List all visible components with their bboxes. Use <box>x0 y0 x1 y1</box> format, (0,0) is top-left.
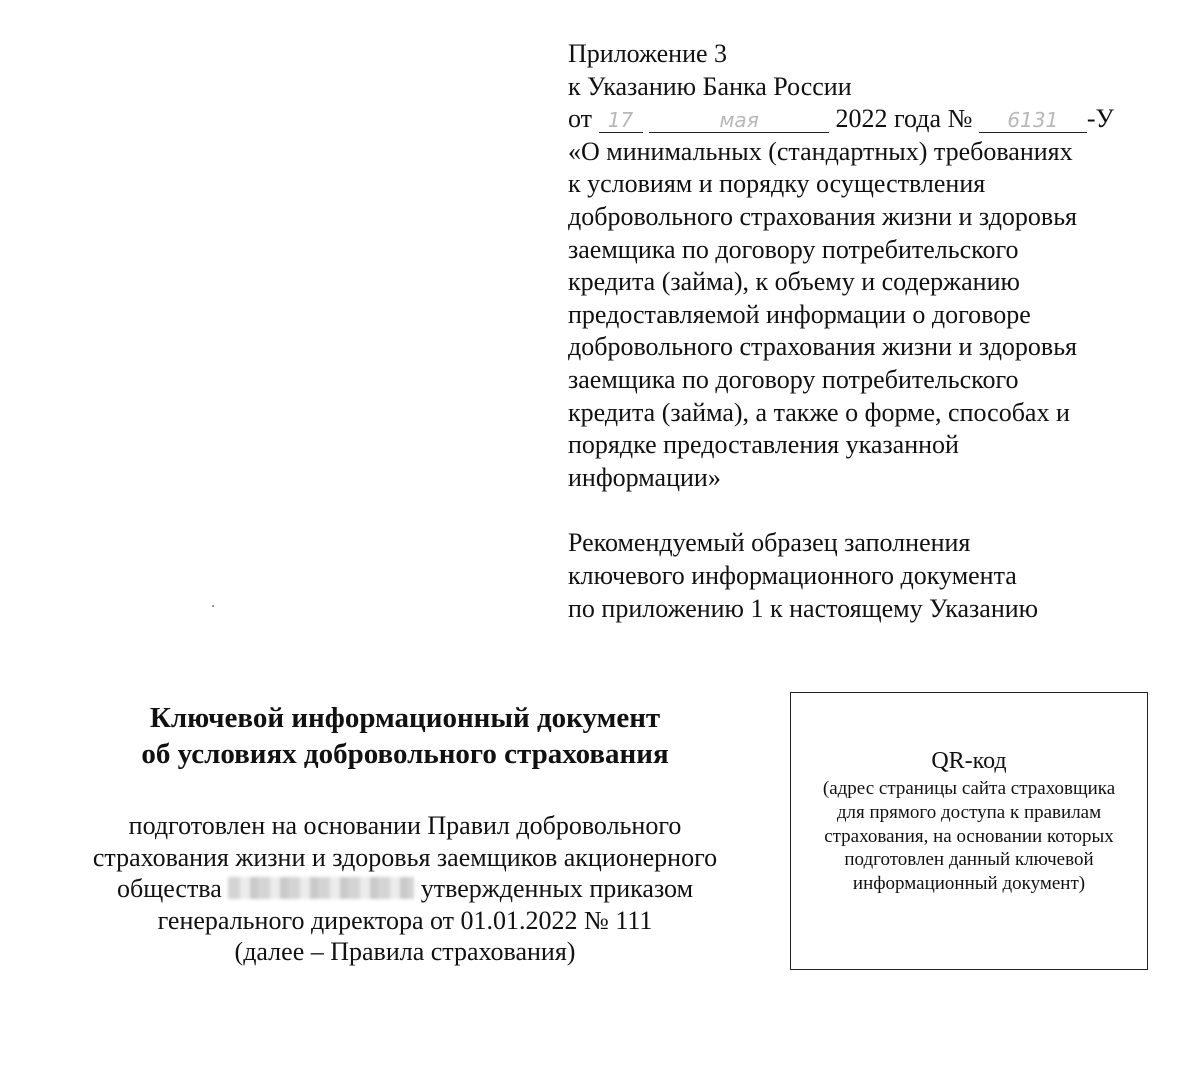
qr-code-placeholder <box>790 692 1148 970</box>
appendix-title-line: к условиям и порядку осуществления <box>568 169 986 199</box>
appendix-title <box>568 136 1168 495</box>
document-title <box>40 700 770 772</box>
appendix-reference: к Указанию Банка России <box>568 71 852 101</box>
sample-note-line: по приложению 1 к настоящему Указанию <box>568 593 1039 623</box>
basis-line: (далее – Правила страхования) <box>234 937 576 966</box>
doc-suffix: -У <box>1086 104 1114 134</box>
appendix-block <box>568 38 1168 625</box>
redacted-company-name <box>228 877 414 899</box>
basis-line: генерального директора от 01.01.2022 № 111 <box>157 905 653 935</box>
appendix-title-line: заемщика по договору потребительского <box>568 234 1019 264</box>
appendix-title-line: информации» <box>568 462 721 492</box>
basis-line: подготовлен на основании Правил добровольного <box>128 811 682 840</box>
appendix-number: Приложение 3 <box>568 39 728 68</box>
basis-line: страхования жизни и здоровья заемщиков акционерного <box>92 842 718 872</box>
sample-note-line: ключевого информационного документа <box>568 560 1017 590</box>
handwritten-month: мая <box>649 108 829 133</box>
appendix-date-line <box>568 103 1168 136</box>
appendix-title-line: добровольного страхования жизни и здоровья <box>568 201 1078 231</box>
appendix-title-line: кредита (займа), к объему и содержанию <box>568 267 1020 297</box>
qr-description: (адрес страницы сайта страховщика для прямого доступа к правилам страхования, на основании которых подготовлен данный ключевой информационный документ) <box>822 778 1116 895</box>
handwritten-doc-number: 6131 <box>979 108 1087 133</box>
appendix-title-line: заемщика по договору потребительского <box>568 364 1019 394</box>
appendix-title-line: «О минимальных (стандартных) требованиях <box>568 136 1073 166</box>
date-prefix: от <box>568 104 593 134</box>
date-year: 2022 года № <box>835 104 973 134</box>
spacer <box>568 494 1168 527</box>
document-title-line: Ключевой информационный документ <box>149 702 661 734</box>
sample-note-line: Рекомендуемый образец заполнения <box>568 528 971 558</box>
basis-approval: утвержденных приказом <box>420 874 694 903</box>
document-title-line: об условиях добровольного страхования <box>141 738 669 770</box>
handwritten-day: 17 <box>599 108 643 133</box>
appendix-title-line: предоставляемой информации о договоре <box>568 299 1031 329</box>
appendix-title-line: добровольного страхования жизни и здоровья <box>568 332 1078 362</box>
basis-company-prefix: общества <box>116 874 222 903</box>
appendix-title-line: порядке предоставления указанной <box>568 430 959 460</box>
appendix-title-line: кредита (займа), а также о форме, способах и <box>568 397 1070 427</box>
qr-title: QR-код <box>931 748 1007 774</box>
basis-line <box>40 873 770 905</box>
scan-speck <box>212 605 214 607</box>
sample-note <box>568 527 1168 625</box>
document-basis <box>40 810 770 968</box>
